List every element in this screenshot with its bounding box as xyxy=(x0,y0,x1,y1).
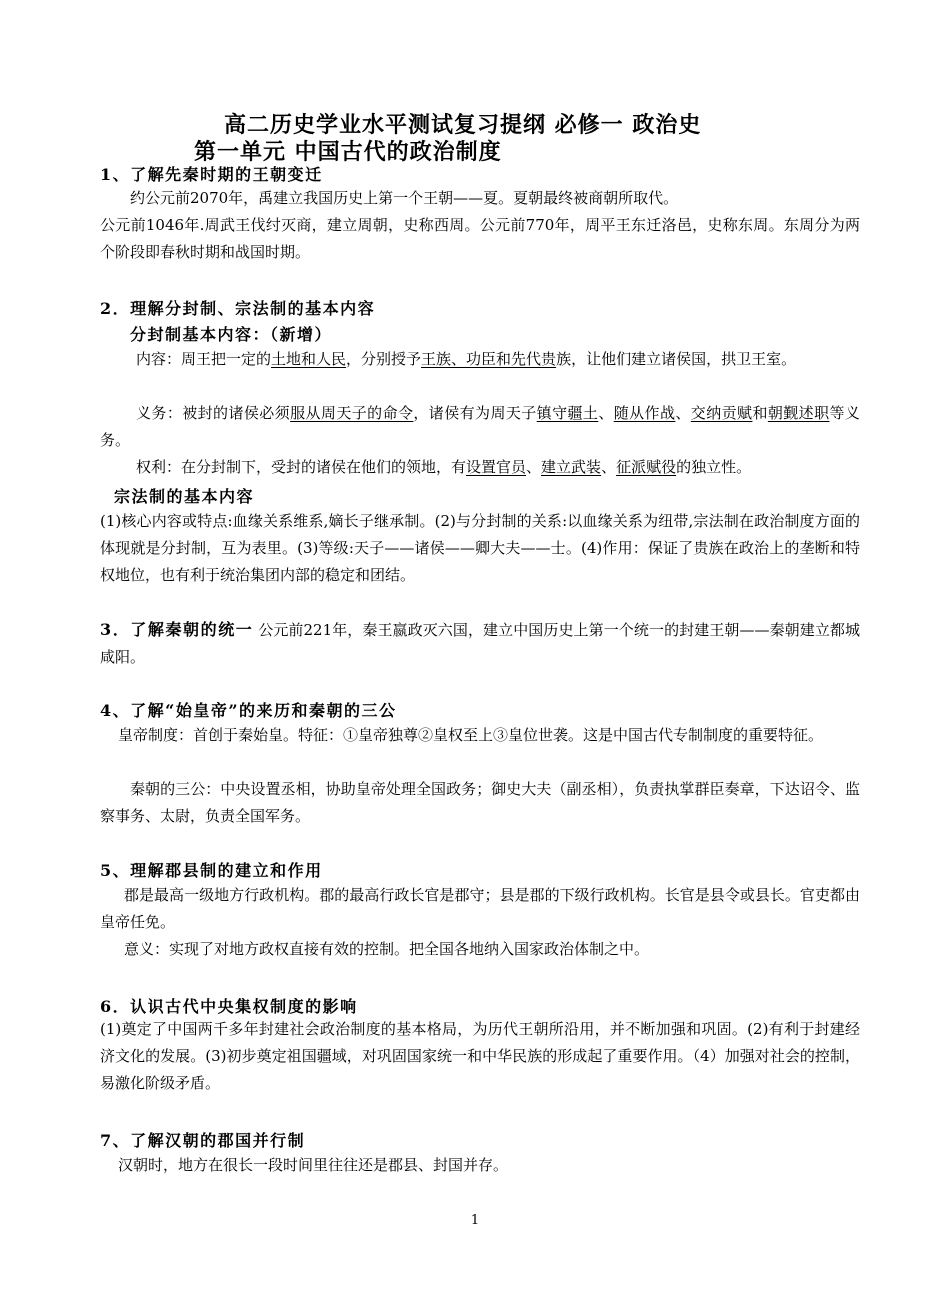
section-1-paragraph-1: 约公元前2070年，禹建立我国历史上第一个王朝——夏。夏朝最终被商朝所取代。 xyxy=(130,189,679,207)
fenfeng-content-paragraph: 内容：周王把一定的土地和人民，分别授予王族、功臣和先代贵族，让他们建立诸侯国，拱卫王室。 xyxy=(136,350,797,368)
section-4-paragraph-2: 秦朝的三公：中央设置丞相，协助皇帝处理全国政务；御史大夫（副丞相），负责执掌群臣奏章，下达诏令、监察事务、太尉，负责全国军务。 xyxy=(100,780,860,825)
section-5-heading: 5、理解郡县制的建立和作用 xyxy=(100,861,323,880)
section-3-paragraph: 3．了解秦朝的统一 公元前221年，秦王嬴政灭六国，建立中国历史上第一个统一的封建王朝——秦朝建立都城咸阳。 xyxy=(100,620,860,666)
section-5-paragraph-2: 意义：实现了对地方政权直接有效的控制。把全国各地纳入国家政治体制之中。 xyxy=(124,940,650,958)
section-2-subheading-fenfeng: 分封制基本内容：（新增） xyxy=(130,325,333,344)
section-3-heading: 3．了解秦朝的统一 xyxy=(100,620,254,639)
section-7-paragraph: 汉朝时，地方在很长一段时间里往往还是郡县、封国并存。 xyxy=(118,1156,509,1174)
section-2-heading: 2．理解分封制、宗法制的基本内容 xyxy=(100,299,376,318)
section-2-subheading-zongfa: 宗法制的基本内容 xyxy=(114,487,255,506)
fenfeng-duty-paragraph: 义务：被封的诸侯必须服从周天子的命令，诸侯有为周天子镇守疆土、随从作战、交纳贡赋和朝觐述职等义务。 xyxy=(100,404,860,449)
page-number: 1 xyxy=(470,1213,480,1228)
section-1-paragraph-2: 公元前1046年.周武王伐纣灭商，建立周朝，史称西周。公元前770年，周平王东迁洛邑，史称东周。东周分为两个阶段即春秋时期和战国时期。 xyxy=(100,216,860,261)
fenfeng-rights-paragraph: 权利：在分封制下，受封的诸侯在他们的领地，有设置官员、建立武装、征派赋役的独立性。 xyxy=(136,458,752,476)
section-7-heading: 7、了解汉朝的郡国并行制 xyxy=(100,1131,306,1150)
section-4-heading: 4、了解“始皇帝”的来历和秦朝的三公 xyxy=(100,701,397,720)
section-5-paragraph-1: 郡是最高一级地方行政机构。郡的最高行政长官是郡守；县是郡的下级行政机构。长官是县令或县长。官吏都由皇帝任免。 xyxy=(100,886,860,931)
section-1-heading: 1、了解先秦时期的王朝变迁 xyxy=(100,165,323,184)
unit-title: 第一单元 中国古代的政治制度 xyxy=(194,139,502,165)
section-4-paragraph-1: 皇帝制度：首创于秦始皇。特征：①皇帝独尊②皇权至上③皇位世袭。这是中国古代专制制度的重要特征。 xyxy=(118,726,824,744)
section-6-heading: 6．认识古代中央集权制度的影响 xyxy=(100,997,358,1016)
section-6-paragraph: (1)奠定了中国两千多年封建社会政治制度的基本格局，为历代王朝所沿用，并不断加强和巩固。(2)有利于封建经济文化的发展。(3)初步奠定祖国疆域，对巩固国家统一和中华民族的形成起了重要作用。（4）加强对社会的控制，易激化阶级矛盾。 xyxy=(100,1020,860,1092)
document-title: 高二历史学业水平测试复习提纲 必修一 政治史 xyxy=(224,112,702,138)
zongfa-paragraph: (1)核心内容或特点:血缘关系维系,嫡长子继承制。(2)与分封制的关系:以血缘关系为纽带,宗法制在政治制度方面的体现就是分封制，互为表里。(3)等级:天子——诸侯——卿大夫——士。(4)作用：保证了贵族在政治上的垄断和特权地位，也有利于统治集团内部的稳定和团结。 xyxy=(100,512,860,584)
